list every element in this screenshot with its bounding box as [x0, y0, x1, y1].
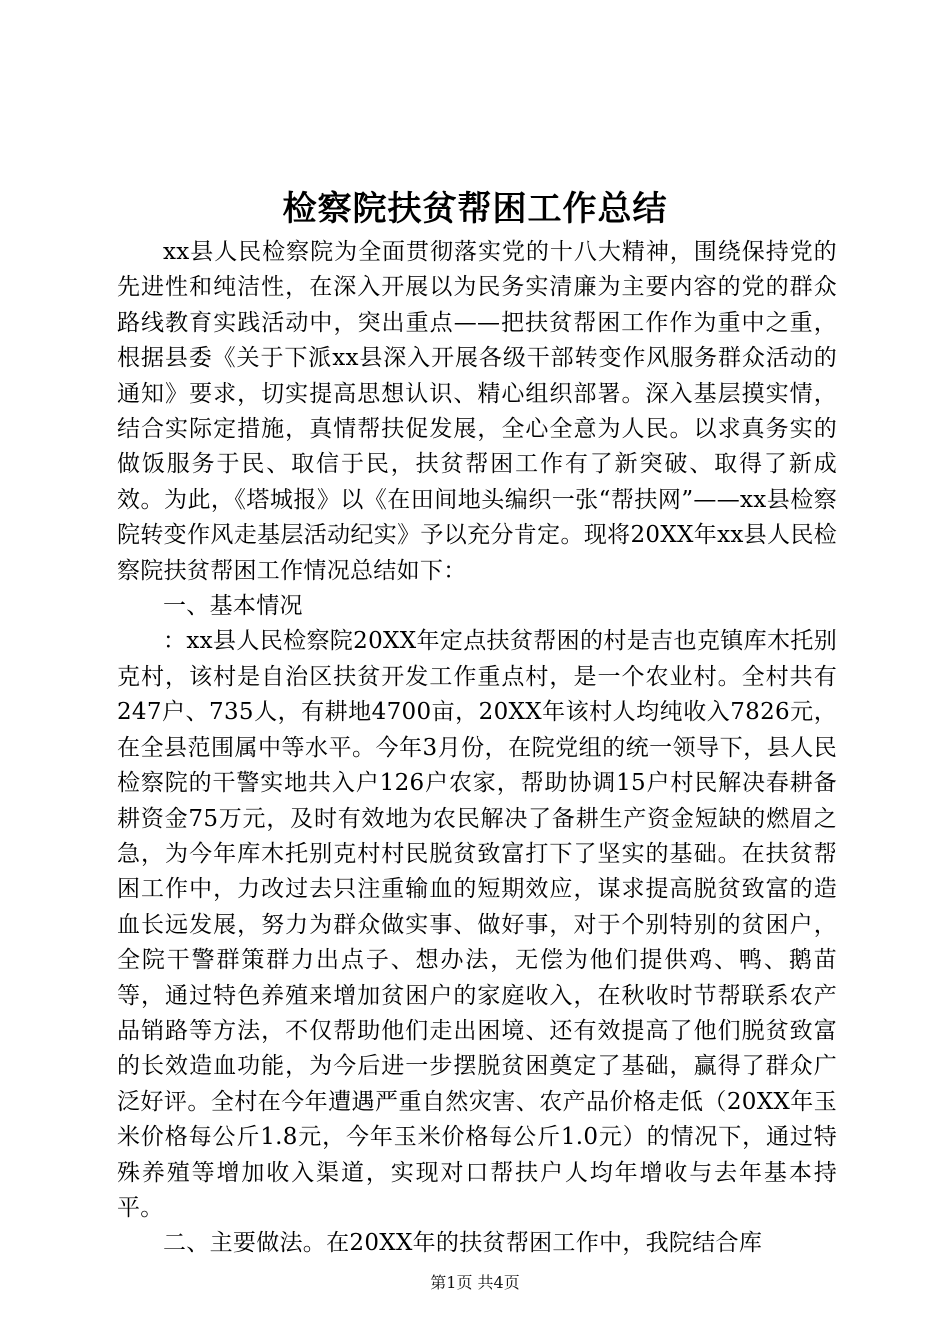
document-body: [117, 235, 837, 1262]
paragraph-intro: xx县人民检察院为全面贯彻落实党的十八大精神，围绕保持党的先进性和纯洁性，在深入开展以为民务实清廉为主要内容的党的群众路线教育实践活动中，突出重点——把扶贫帮困工作作为重中之重，根据县委《关于下派xx县深入开展各级干部转变作风服务群众活动的通知》要求，切实提高思想认识、精心组织部署。深入基层摸实情，结合实际定措施，真情帮扶促发展，全心全意为人民。以求真务实的做饭服务于民、取信于民，扶贫帮困工作有了新突破、取得了新成效。为此，《塔城报》以《在田间地头编织一张“帮扶网”——xx县检察院转变作风走基层活动纪实》予以充分肯定。现将20XX年xx县人民检察院扶贫帮困工作情况总结如下：: [117, 239, 837, 584]
document-title: 检察院扶贫帮困工作总结: [282, 189, 668, 229]
paragraph-basic-situation: ：xx县人民检察院20XX年定点扶贫帮困的村是吉也克镇库木托别克村，该村是自治区扶贫开发工作重点村，是一个农业村。全村共有247户、735人，有耕地4700亩，20XX年该村人均纯收入7826元，在全县范围属中等水平。今年3月份，在院党组的统一领导下，县人民检察院的干警实地共入户126户农家，帮助协调15户村民解决春耕备耕资金75万元，及时有效地为农民解决了备耕生产资金短缺的燃眉之急，为今年库木托别克村村民脱贫致富打下了坚实的基础。在扶贫帮困工作中，力改过去只注重输血的短期效应，谋求提高脱贫致富的造血长远发展，努力为群众做实事、做好事，对于个别特别的贫困户，全院干警群策群力出点子、想办法，无偿为他们提供鸡、鸭、鹅苗等，通过特色养殖来增加贫困户的家庭收入，在秋收时节帮联系农产品销路等方法，不仅帮助他们走出困境、还有效提高了他们脱贫致富的长效造血功能，为今后进一步摆脱贫困奠定了基础，赢得了群众广泛好评。全村在今年遭遇严重自然灾害、农产品价格走低（20XX年玉米价格每公斤1.8元，今年玉米价格每公斤1.0元）的情况下，通过特殊养殖等增加收入渠道，实现对口帮扶户人均年增收与去年基本持平。: [117, 628, 837, 1221]
paragraph-main-practices: 二、主要做法。在20XX年的扶贫帮困工作中，我院结合库: [163, 1230, 763, 1257]
page-number-footer: 第1页 共4页: [430, 1273, 520, 1292]
section-heading-basic-situation: 一、基本情况: [163, 593, 303, 620]
